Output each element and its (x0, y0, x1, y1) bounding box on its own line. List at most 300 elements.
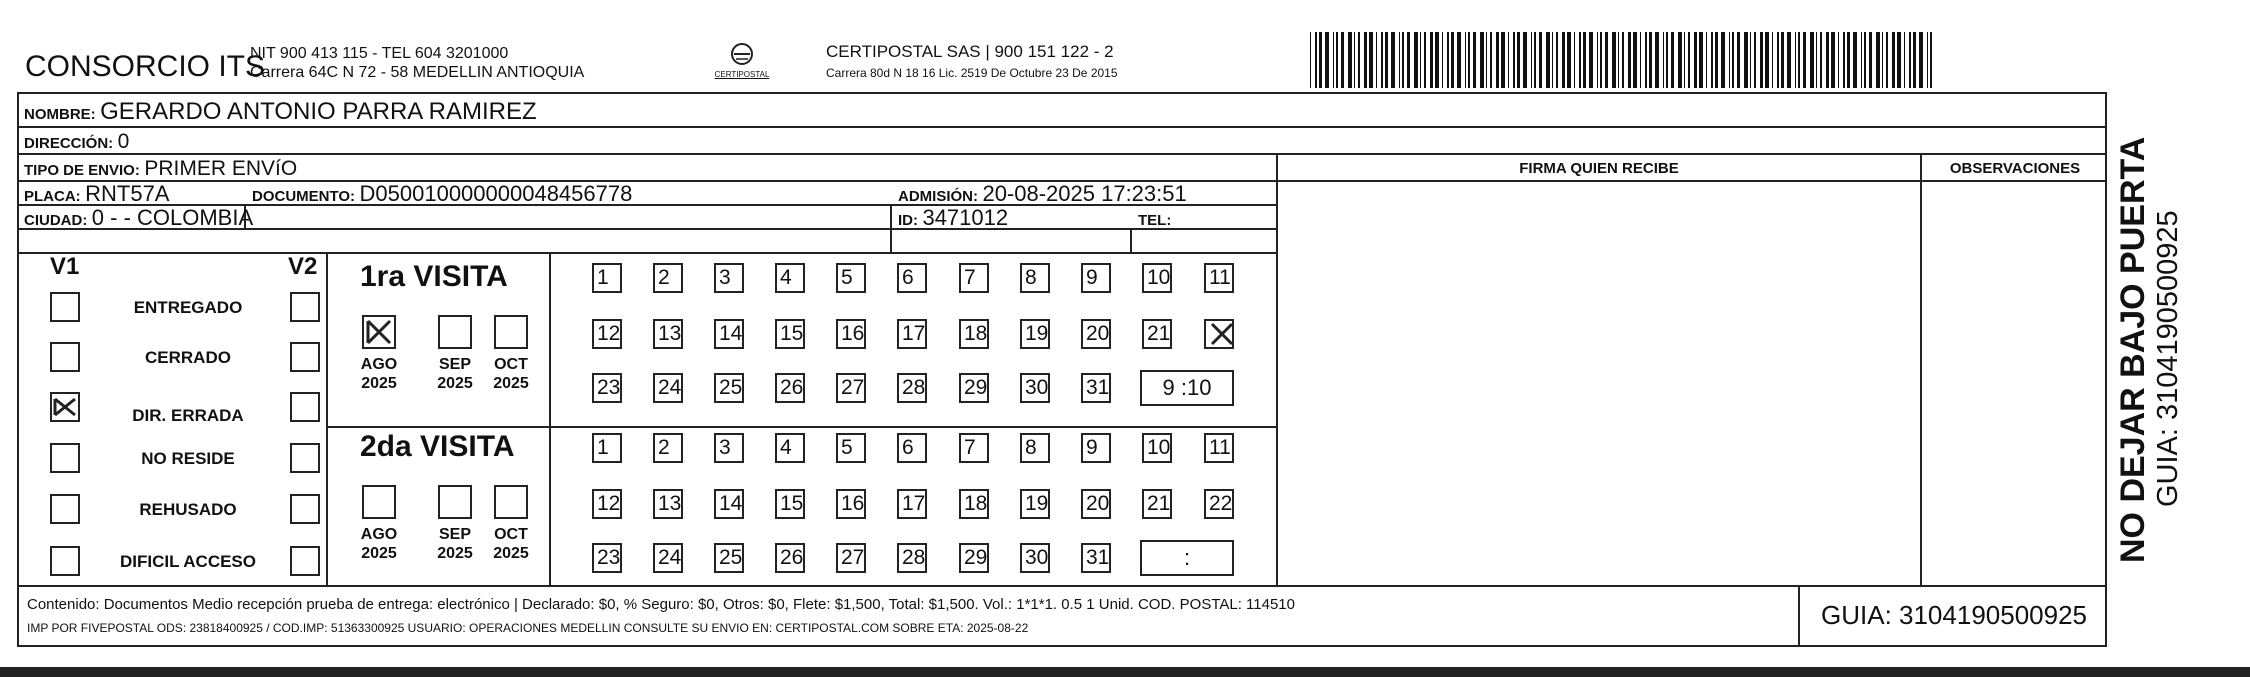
month-label (486, 525, 536, 563)
month-checkbox[interactable] (438, 315, 472, 349)
barcode-bar (1622, 32, 1624, 88)
day-checkbox[interactable] (959, 433, 989, 463)
barcode-bar (1319, 32, 1322, 88)
day-checkbox[interactable] (1020, 263, 1050, 293)
day-number: 6 (902, 266, 914, 289)
barcode-bar (1597, 32, 1598, 88)
logo-icon (712, 40, 772, 88)
day-number: 27 (841, 546, 865, 569)
day-checkbox[interactable] (1204, 263, 1234, 293)
day-checkbox[interactable] (1081, 373, 1111, 403)
day-number: 25 (719, 376, 743, 399)
barcode-bar (1376, 32, 1377, 88)
barcode-bar (1750, 32, 1751, 88)
barcode-bar (1424, 32, 1426, 88)
barcode-bar (1523, 32, 1527, 88)
v2-checkbox[interactable] (290, 392, 320, 422)
status-option-label: DIFICIL ACCESO (119, 552, 256, 571)
day-number: 16 (841, 492, 865, 515)
footer-contents: Contenido: Documentos Medio recepción prueba de entrega: electrónico | Declarado: $0, % Seguro: $0, Otros: $0, Flete: $1,500, Total: $1,500. Vol.: 1*1*1. 0.5 1 Unid. COD. POSTAL: 114510 (27, 596, 1295, 613)
day-checkbox[interactable] (1142, 319, 1172, 349)
v1-checkbox[interactable] (50, 443, 80, 473)
day-checkbox[interactable] (714, 263, 744, 293)
barcode-bar (1655, 32, 1659, 88)
day-checkbox[interactable] (1142, 489, 1172, 519)
day-checkbox[interactable] (775, 543, 805, 573)
day-number: 11 (1209, 436, 1231, 459)
day-number: 6 (902, 436, 914, 459)
barcode-bar (1369, 32, 1373, 88)
barcode-bar (1618, 32, 1619, 88)
second-visit-title: 2da VISITA (360, 430, 515, 463)
day-number: 23 (597, 376, 621, 399)
barcode-bar (1574, 32, 1575, 88)
day-checkbox[interactable] (897, 489, 927, 519)
day-number: 3 (719, 436, 731, 459)
day-checkbox[interactable] (592, 373, 622, 403)
barcode-bar (1381, 32, 1383, 88)
day-checkbox[interactable] (653, 489, 683, 519)
month-label (430, 525, 480, 563)
scan-edge (0, 667, 2250, 677)
barcode-bar (1513, 32, 1515, 88)
barcode-bar (1882, 32, 1883, 88)
barcode-bar (1838, 32, 1839, 88)
day-number: 23 (597, 546, 621, 569)
barcode-bar (1843, 32, 1845, 88)
day-number: 29 (964, 376, 988, 399)
barcode-bar (1671, 32, 1674, 88)
day-number: 17 (902, 492, 926, 515)
day-number: 15 (780, 492, 804, 515)
day-number: 1 (597, 266, 609, 289)
day-checkbox[interactable] (714, 433, 744, 463)
barcode-bar (1508, 32, 1509, 88)
barcode-bar (1399, 32, 1400, 88)
barcode (1310, 32, 1940, 88)
barcode-bar (1640, 32, 1641, 88)
day-checkbox[interactable] (1142, 433, 1172, 463)
day-checkbox[interactable] (653, 373, 683, 403)
barcode-bar (1552, 32, 1553, 88)
barcode-bar (1480, 32, 1484, 88)
barcode-bar (1600, 32, 1602, 88)
day-number: 25 (719, 546, 743, 569)
v2-checkbox[interactable] (290, 292, 320, 322)
documento-value: D050010000000048456778 (359, 181, 633, 206)
barcode-bar (1892, 32, 1895, 88)
first-visit-title: 1ra VISITA (360, 260, 508, 293)
day-checkbox[interactable] (653, 543, 683, 573)
day-checkbox[interactable] (897, 433, 927, 463)
day-number: 22 (1209, 492, 1233, 515)
admision-cell (898, 181, 1187, 207)
day-number: 24 (658, 376, 682, 399)
v1-checkbox[interactable] (50, 546, 80, 576)
nombre-value: GERARDO ANTONIO PARRA RAMIREZ (100, 98, 537, 125)
visit-time-field[interactable]: 9 :10 (1140, 370, 1234, 406)
status-option-label: ENTREGADO (133, 298, 243, 317)
barcode-bar (1795, 32, 1796, 88)
barcode-bar (1715, 32, 1718, 88)
day-number: 18 (964, 322, 988, 345)
day-checkbox-marked[interactable] (1204, 319, 1234, 349)
day-checkbox[interactable] (714, 489, 744, 519)
day-checkbox[interactable] (836, 543, 866, 573)
day-number: 3 (719, 266, 731, 289)
barcode-bar (1810, 32, 1814, 88)
barcode-bar (1694, 32, 1697, 88)
barcode-bar (1760, 32, 1763, 88)
visit-time-field[interactable]: : (1140, 540, 1234, 576)
barcode-bar (1430, 32, 1433, 88)
day-number: 18 (964, 492, 988, 515)
day-checkbox[interactable] (714, 543, 744, 573)
status-option-label: NO RESIDE (141, 449, 235, 468)
barcode-bar (1820, 32, 1822, 88)
barcode-bar (1861, 32, 1862, 88)
day-checkbox[interactable] (775, 489, 805, 519)
day-number: 27 (841, 376, 865, 399)
day-checkbox[interactable] (1020, 319, 1050, 349)
barcode-bar (1864, 32, 1866, 88)
barcode-bar (1341, 32, 1344, 88)
barcode-bar (1562, 32, 1565, 88)
month-year: 2025 (361, 545, 397, 562)
tel-cell (1138, 205, 1171, 231)
day-checkbox[interactable] (1204, 433, 1234, 463)
barcode-bar (1364, 32, 1367, 88)
day-number: 1 (597, 436, 609, 459)
day-number: 10 (1147, 266, 1171, 289)
day-number: 8 (1025, 266, 1037, 289)
month-checkbox[interactable] (494, 315, 528, 349)
barcode-bar (1442, 32, 1443, 88)
day-checkbox[interactable] (836, 319, 866, 349)
barcode-bar (1919, 32, 1923, 88)
placa-value: RNT57A (85, 181, 170, 206)
barcode-bar (1927, 32, 1928, 88)
company-address: Carrera 64C N 72 - 58 MEDELLIN ANTIOQUIA (250, 64, 585, 81)
day-number: 15 (780, 322, 804, 345)
day-number: 24 (658, 546, 682, 569)
barcode-bar (1772, 32, 1773, 88)
observaciones-header: OBSERVACIONES (1949, 160, 2081, 177)
barcode-bar (1732, 32, 1734, 88)
barcode-bar (1579, 32, 1581, 88)
barcode-bar (1781, 32, 1784, 88)
barcode-bar (1765, 32, 1769, 88)
barcode-bar (1325, 32, 1329, 88)
barcode-bar (1798, 32, 1800, 88)
day-number: 10 (1147, 436, 1171, 459)
tipo-envio-value: PRIMER ENVíO (144, 157, 298, 180)
barcode-bar (1496, 32, 1499, 88)
barcode-bar (1913, 32, 1916, 88)
v2-checkbox[interactable] (290, 546, 320, 576)
v1-checkbox[interactable] (50, 292, 80, 322)
day-number: 19 (1025, 492, 1049, 515)
status-option-label: CERRADO (145, 348, 231, 367)
barcode-bar (1546, 32, 1550, 88)
documento-label: DOCUMENTO: (252, 188, 356, 205)
v2-checkbox[interactable] (290, 342, 320, 372)
month-label (430, 355, 480, 393)
barcode-bar (1645, 32, 1647, 88)
day-checkbox[interactable] (775, 373, 805, 403)
barcode-bar (1531, 32, 1532, 88)
barcode-bar (1501, 32, 1505, 88)
barcode-bar (1539, 32, 1542, 88)
day-number: 12 (597, 322, 621, 345)
barcode-bar (1688, 32, 1690, 88)
barcode-bar (1803, 32, 1806, 88)
day-number: 2 (658, 266, 670, 289)
barcode-bar (1473, 32, 1476, 88)
v1-checkbox[interactable] (50, 392, 80, 422)
month-checkbox[interactable] (494, 485, 528, 519)
day-number: 29 (964, 546, 988, 569)
day-checkbox[interactable] (897, 263, 927, 293)
check-mark-icon (364, 317, 394, 347)
month-name: AGO (360, 356, 398, 373)
barcode-bar (1391, 32, 1395, 88)
day-checkbox[interactable] (959, 489, 989, 519)
day-checkbox[interactable] (897, 543, 927, 573)
admision-value: 20-08-2025 17:23:51 (982, 181, 1187, 206)
day-number: 13 (658, 492, 682, 515)
day-checkbox[interactable] (653, 319, 683, 349)
month-year: 2025 (493, 545, 529, 562)
day-checkbox[interactable] (653, 433, 683, 463)
day-number: 8 (1025, 436, 1037, 459)
day-checkbox[interactable] (1081, 263, 1111, 293)
barcode-bar (1628, 32, 1631, 88)
barcode-bar (1490, 32, 1492, 88)
month-checkbox[interactable] (362, 315, 396, 349)
month-checkbox[interactable] (362, 485, 396, 519)
day-checkbox[interactable] (836, 263, 866, 293)
tipo-envio-row (24, 157, 297, 181)
day-number: 20 (1086, 322, 1110, 345)
month-year: 2025 (437, 375, 473, 392)
barcode-bar (1556, 32, 1558, 88)
barcode-bar (1486, 32, 1487, 88)
barcode-bar (1517, 32, 1520, 88)
side-warning: NO DEJAR BAJO PUERTA (2114, 136, 2152, 563)
v2-checkbox[interactable] (290, 443, 320, 473)
barcode-bar (1729, 32, 1730, 88)
day-number: 13 (658, 322, 682, 345)
placa-label: PLACA: (24, 188, 81, 205)
company-name: CONSORCIO ITS (25, 50, 266, 83)
day-checkbox[interactable] (775, 433, 805, 463)
month-year: 2025 (437, 545, 473, 562)
logo-caption: CERTIPOSTAL (714, 70, 770, 79)
month-year: 2025 (493, 375, 529, 392)
day-checkbox[interactable] (959, 373, 989, 403)
day-checkbox[interactable] (897, 319, 927, 349)
barcode-bar (1649, 32, 1652, 88)
barcode-bar (1385, 32, 1388, 88)
day-number: 28 (902, 376, 926, 399)
day-checkbox[interactable] (1020, 543, 1050, 573)
barcode-bar (1930, 32, 1932, 88)
barcode-bar (1904, 32, 1905, 88)
day-checkbox[interactable] (1081, 433, 1111, 463)
day-checkbox[interactable] (653, 263, 683, 293)
day-checkbox[interactable] (1081, 319, 1111, 349)
barcode-bar (1534, 32, 1536, 88)
barcode-bar (1468, 32, 1470, 88)
barcode-bar (1612, 32, 1616, 88)
barcode-bar (1816, 32, 1817, 88)
month-name: AGO (360, 526, 398, 543)
month-label (354, 355, 404, 393)
barcode-bar (1402, 32, 1404, 88)
day-checkbox[interactable] (775, 263, 805, 293)
day-checkbox[interactable] (592, 263, 622, 293)
footer-guia: GUIA: 3104190500925 (1821, 600, 2087, 630)
barcode-bar (1721, 32, 1725, 88)
barcode-bar (1666, 32, 1668, 88)
day-checkbox[interactable] (1204, 489, 1234, 519)
barcode-bar (1567, 32, 1571, 88)
barcode-bar (1744, 32, 1748, 88)
day-number: 16 (841, 322, 865, 345)
day-checkbox[interactable] (592, 433, 622, 463)
day-checkbox[interactable] (592, 543, 622, 573)
day-checkbox[interactable] (592, 319, 622, 349)
day-number: 30 (1025, 376, 1049, 399)
day-checkbox[interactable] (714, 373, 744, 403)
day-number: 14 (719, 322, 743, 345)
day-number: 9 (1086, 436, 1098, 459)
v1-checkbox[interactable] (50, 494, 80, 524)
barcode-bar (1706, 32, 1707, 88)
day-number: 31 (1086, 376, 1110, 399)
day-checkbox[interactable] (959, 543, 989, 573)
id-cell (898, 205, 1008, 231)
barcode-bar (1787, 32, 1791, 88)
month-label (486, 355, 536, 393)
barcode-bar (1847, 32, 1850, 88)
barcode-bar (1853, 32, 1857, 88)
barcode-bar (1886, 32, 1888, 88)
day-checkbox[interactable] (1020, 489, 1050, 519)
day-checkbox[interactable] (714, 319, 744, 349)
status-option-label: DIR. ERRADA (132, 406, 244, 425)
day-number: 4 (780, 266, 792, 289)
documento-cell (252, 181, 632, 207)
month-year: 2025 (361, 375, 397, 392)
day-checkbox[interactable] (897, 373, 927, 403)
day-checkbox[interactable] (836, 373, 866, 403)
barcode-bar (1354, 32, 1355, 88)
courier-address: Carrera 80d N 18 16 Lic. 2519 De Octubre 23 De 2015 (826, 66, 1118, 80)
barcode-bar (1869, 32, 1872, 88)
day-checkbox[interactable] (959, 319, 989, 349)
day-checkbox[interactable] (1020, 433, 1050, 463)
day-number: 30 (1025, 546, 1049, 569)
barcode-bar (1451, 32, 1454, 88)
day-number: 17 (902, 322, 926, 345)
barcode-bar (1358, 32, 1360, 88)
day-checkbox[interactable] (836, 489, 866, 519)
month-checkbox[interactable] (438, 485, 472, 519)
day-number: 5 (841, 266, 853, 289)
barcode-bar (1414, 32, 1418, 88)
day-number: 20 (1086, 492, 1110, 515)
day-number: 7 (964, 266, 976, 289)
day-checkbox[interactable] (775, 319, 805, 349)
day-checkbox[interactable] (1020, 373, 1050, 403)
barcode-bar (1465, 32, 1466, 88)
day-checkbox[interactable] (959, 263, 989, 293)
ciudad-value: 0 - - COLOMBIA (91, 205, 254, 230)
day-number: 21 (1147, 322, 1171, 345)
barcode-bar (1831, 32, 1835, 88)
barcode-bar (1909, 32, 1911, 88)
footer-print-info: IMP POR FIVEPOSTAL ODS: 23818400925 / COD.IMP: 51363300925 USUARIO: OPERACIONES MEDELLIN CONSULTE SU ENVIO EN: CERTIPOSTAL.COM SOBRE ETA: 2025-08-22 (27, 621, 1029, 635)
barcode-bar (1435, 32, 1439, 88)
barcode-bar (1754, 32, 1756, 88)
day-checkbox[interactable] (1081, 543, 1111, 573)
barcode-bar (1711, 32, 1713, 88)
ciudad-cell (24, 205, 253, 231)
direccion-row (24, 130, 129, 154)
barcode-bar (1876, 32, 1880, 88)
check-mark-icon (52, 394, 78, 420)
v1-checkbox[interactable] (50, 342, 80, 372)
tel-label: TEL: (1138, 212, 1172, 229)
company-nit: NIT 900 413 115 - TEL 604 3201000 (250, 45, 509, 62)
day-number: 19 (1025, 322, 1049, 345)
barcode-bar (1315, 32, 1317, 88)
barcode-bar (1633, 32, 1637, 88)
nombre-label: NOMBRE: (24, 106, 96, 123)
day-number: 4 (780, 436, 792, 459)
day-number: 26 (780, 546, 804, 569)
direccion-label: DIRECCIÓN: (24, 135, 114, 152)
barcode-bar (1678, 32, 1682, 88)
v1-header: V1 (50, 253, 80, 280)
day-number: 21 (1147, 492, 1171, 515)
month-name: OCT (494, 356, 528, 373)
day-checkbox[interactable] (1142, 263, 1172, 293)
barcode-bar (1663, 32, 1664, 88)
day-number: 2 (658, 436, 670, 459)
placa-cell (24, 181, 169, 207)
day-number: 12 (597, 492, 621, 515)
day-checkbox[interactable] (836, 433, 866, 463)
barcode-bar (1897, 32, 1901, 88)
day-number: 11 (1209, 266, 1231, 289)
day-number: 26 (780, 376, 804, 399)
barcode-bar (1699, 32, 1703, 88)
barcode-bar (1684, 32, 1685, 88)
day-number: 31 (1086, 546, 1110, 569)
barcode-bar (1310, 32, 1311, 88)
barcode-bar (1777, 32, 1779, 88)
barcode-bar (1336, 32, 1338, 88)
barcode-bar (1826, 32, 1829, 88)
v2-checkbox[interactable] (290, 494, 320, 524)
day-checkbox[interactable] (1081, 489, 1111, 519)
v2-header: V2 (288, 253, 318, 280)
day-checkbox[interactable] (592, 489, 622, 519)
firma-header: FIRMA QUIEN RECIBE (1519, 160, 1679, 177)
